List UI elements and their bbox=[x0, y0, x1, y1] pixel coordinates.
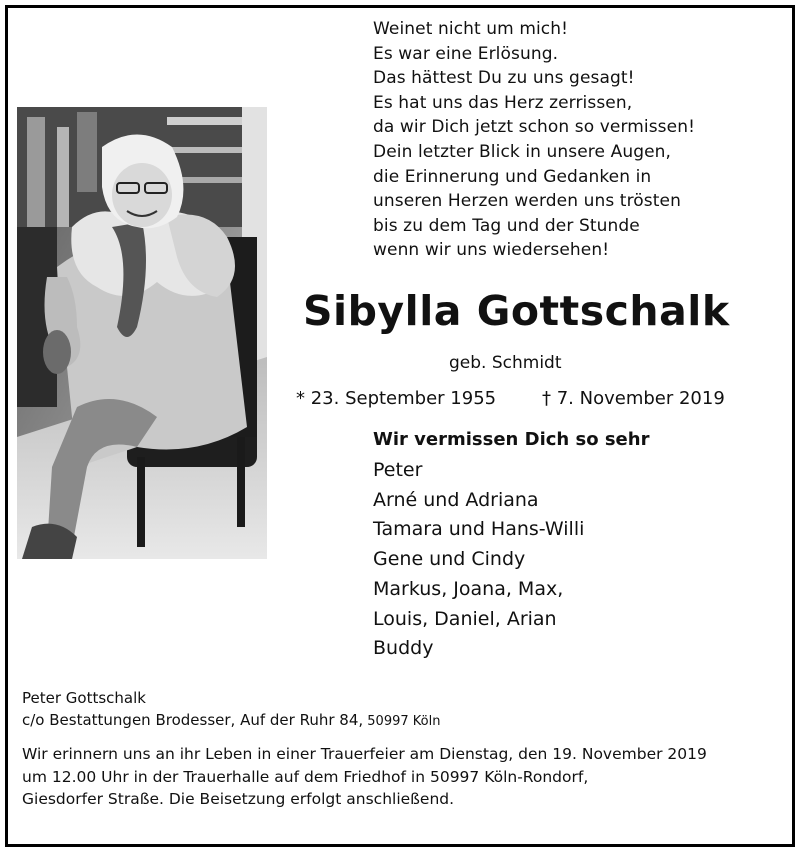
poem-line: bis zu dem Tag und der Stunde bbox=[373, 215, 640, 236]
ceremony-line: um 12.00 Uhr in der Trauerhalle auf dem Friedhof in 50997 Köln-Rondorf, bbox=[22, 767, 589, 786]
mourner-name: Tamara und Hans-Willi bbox=[373, 518, 585, 541]
mourner-name: Markus, Joana, Max, bbox=[373, 577, 564, 600]
contact-street: c/o Bestattungen Brodesser, Auf der Ruhr 84, bbox=[22, 711, 364, 729]
birth-date: * 23. September 1955 bbox=[296, 388, 497, 409]
poem-line: Es war eine Erlösung. bbox=[373, 43, 559, 64]
mourner-name: Louis, Daniel, Arian bbox=[373, 607, 557, 630]
poem-line: da wir Dich jetzt schon so vermissen! bbox=[373, 117, 695, 138]
death-date: † 7. November 2019 bbox=[542, 388, 725, 409]
poem-line: wenn wir uns wiedersehen! bbox=[373, 240, 610, 261]
contact-name: Peter Gottschalk bbox=[22, 689, 146, 707]
poem-line: Das hättest Du zu uns gesagt! bbox=[373, 68, 635, 89]
deceased-name: Sibylla Gottschalk bbox=[303, 287, 730, 335]
maiden-name: geb. Schmidt bbox=[449, 353, 562, 373]
mourner-name: Gene und Cindy bbox=[373, 548, 526, 571]
poem-line: Weinet nicht um mich! bbox=[373, 19, 569, 39]
poem-line: Dein letzter Blick in unsere Augen, bbox=[373, 141, 672, 162]
poem-line: Es hat uns das Herz zerrissen, bbox=[373, 92, 633, 113]
mourner-name: Buddy bbox=[373, 637, 434, 660]
ceremony-line: Giesdorfer Straße. Die Beisetzung erfolgt anschließend. bbox=[22, 790, 455, 808]
ceremony-info bbox=[22, 743, 782, 811]
contact-postal-city: 50997 Köln bbox=[363, 714, 441, 729]
mourners-heading: Wir vermissen Dich so sehr bbox=[373, 429, 650, 450]
contact-address bbox=[22, 687, 440, 733]
mourners-list bbox=[373, 456, 584, 664]
poem-line: unseren Herzen werden uns trösten bbox=[373, 191, 681, 212]
contact-street-line bbox=[22, 709, 440, 733]
poem bbox=[373, 17, 695, 263]
mourner-name: Peter bbox=[373, 459, 423, 481]
poem-line: die Erinnerung und Gedanken in bbox=[373, 166, 652, 187]
portrait-photo-illustration bbox=[17, 107, 267, 559]
ceremony-line: Wir erinnern uns an ihr Leben in einer Trauerfeier am Dienstag, den 19. November 2019 bbox=[22, 745, 707, 763]
mourner-name: Arné und Adriana bbox=[373, 488, 539, 511]
portrait-photo bbox=[17, 107, 267, 559]
